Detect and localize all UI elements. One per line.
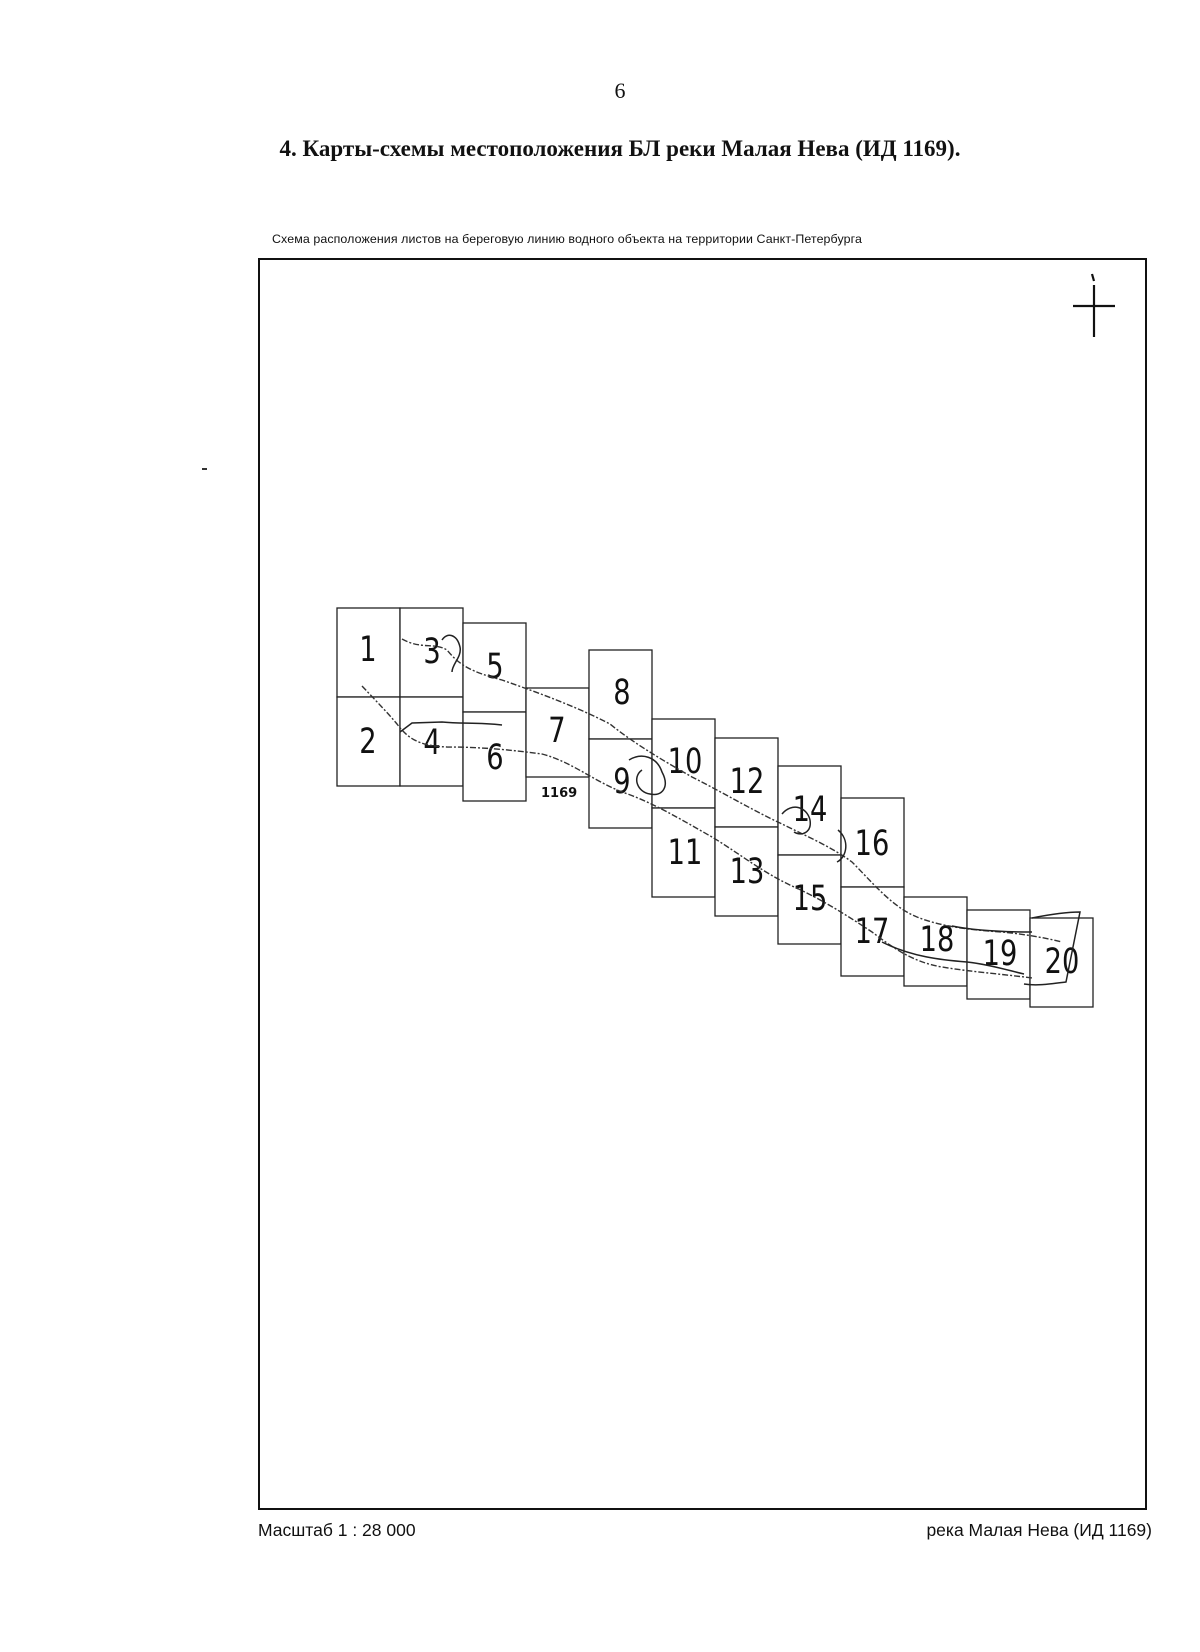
- sheet-20-label: 20: [1044, 941, 1080, 983]
- page-heading: 4. Карты-схемы местоположения БЛ реки Малая Нева (ИД 1169).: [279, 136, 961, 161]
- sheet-9-label: 9: [613, 761, 631, 803]
- map-sheets: [337, 608, 1093, 1007]
- sheet-16-label: 16: [854, 823, 890, 865]
- sheet-4-label: 4: [423, 722, 441, 764]
- sheet-14-label: 14: [792, 789, 828, 831]
- sheet-layout-map: [260, 260, 1147, 1510]
- river-name-label: река Малая Нева (ИД 1169): [926, 1520, 1152, 1540]
- sheet-6-label: 6: [486, 737, 504, 779]
- sheet-13-label: 13: [729, 851, 765, 893]
- sheet-3-label: 3: [423, 631, 441, 673]
- sheet-17-label: 17: [854, 911, 890, 953]
- sheet-10-label: 10: [667, 741, 703, 783]
- sheet-7-label: 7: [548, 710, 566, 752]
- stray-mark: [202, 468, 207, 470]
- page-number: 6: [614, 78, 626, 103]
- object-id-label: 1169: [541, 786, 578, 801]
- sheet-2-label: 2: [359, 721, 377, 763]
- sheet-5-label: 5: [486, 646, 504, 688]
- map-caption: Схема расположения листов на береговую линию водного объекта на территории Санкт-Петербурга: [272, 232, 862, 246]
- sheet-15-label: 15: [792, 878, 828, 920]
- sheet-8-label: 8: [613, 672, 631, 714]
- sheet-19-label: 19: [982, 933, 1018, 975]
- map-frame: [258, 258, 1147, 1510]
- sheet-18-label: 18: [919, 919, 955, 961]
- sheet-1-label: 1: [359, 629, 377, 671]
- scale-label: Масштаб 1 : 28 000: [258, 1520, 416, 1540]
- sheet-11-label: 11: [667, 832, 703, 874]
- north-arrow-icon: [1073, 274, 1115, 337]
- sheet-12-label: 12: [729, 761, 765, 803]
